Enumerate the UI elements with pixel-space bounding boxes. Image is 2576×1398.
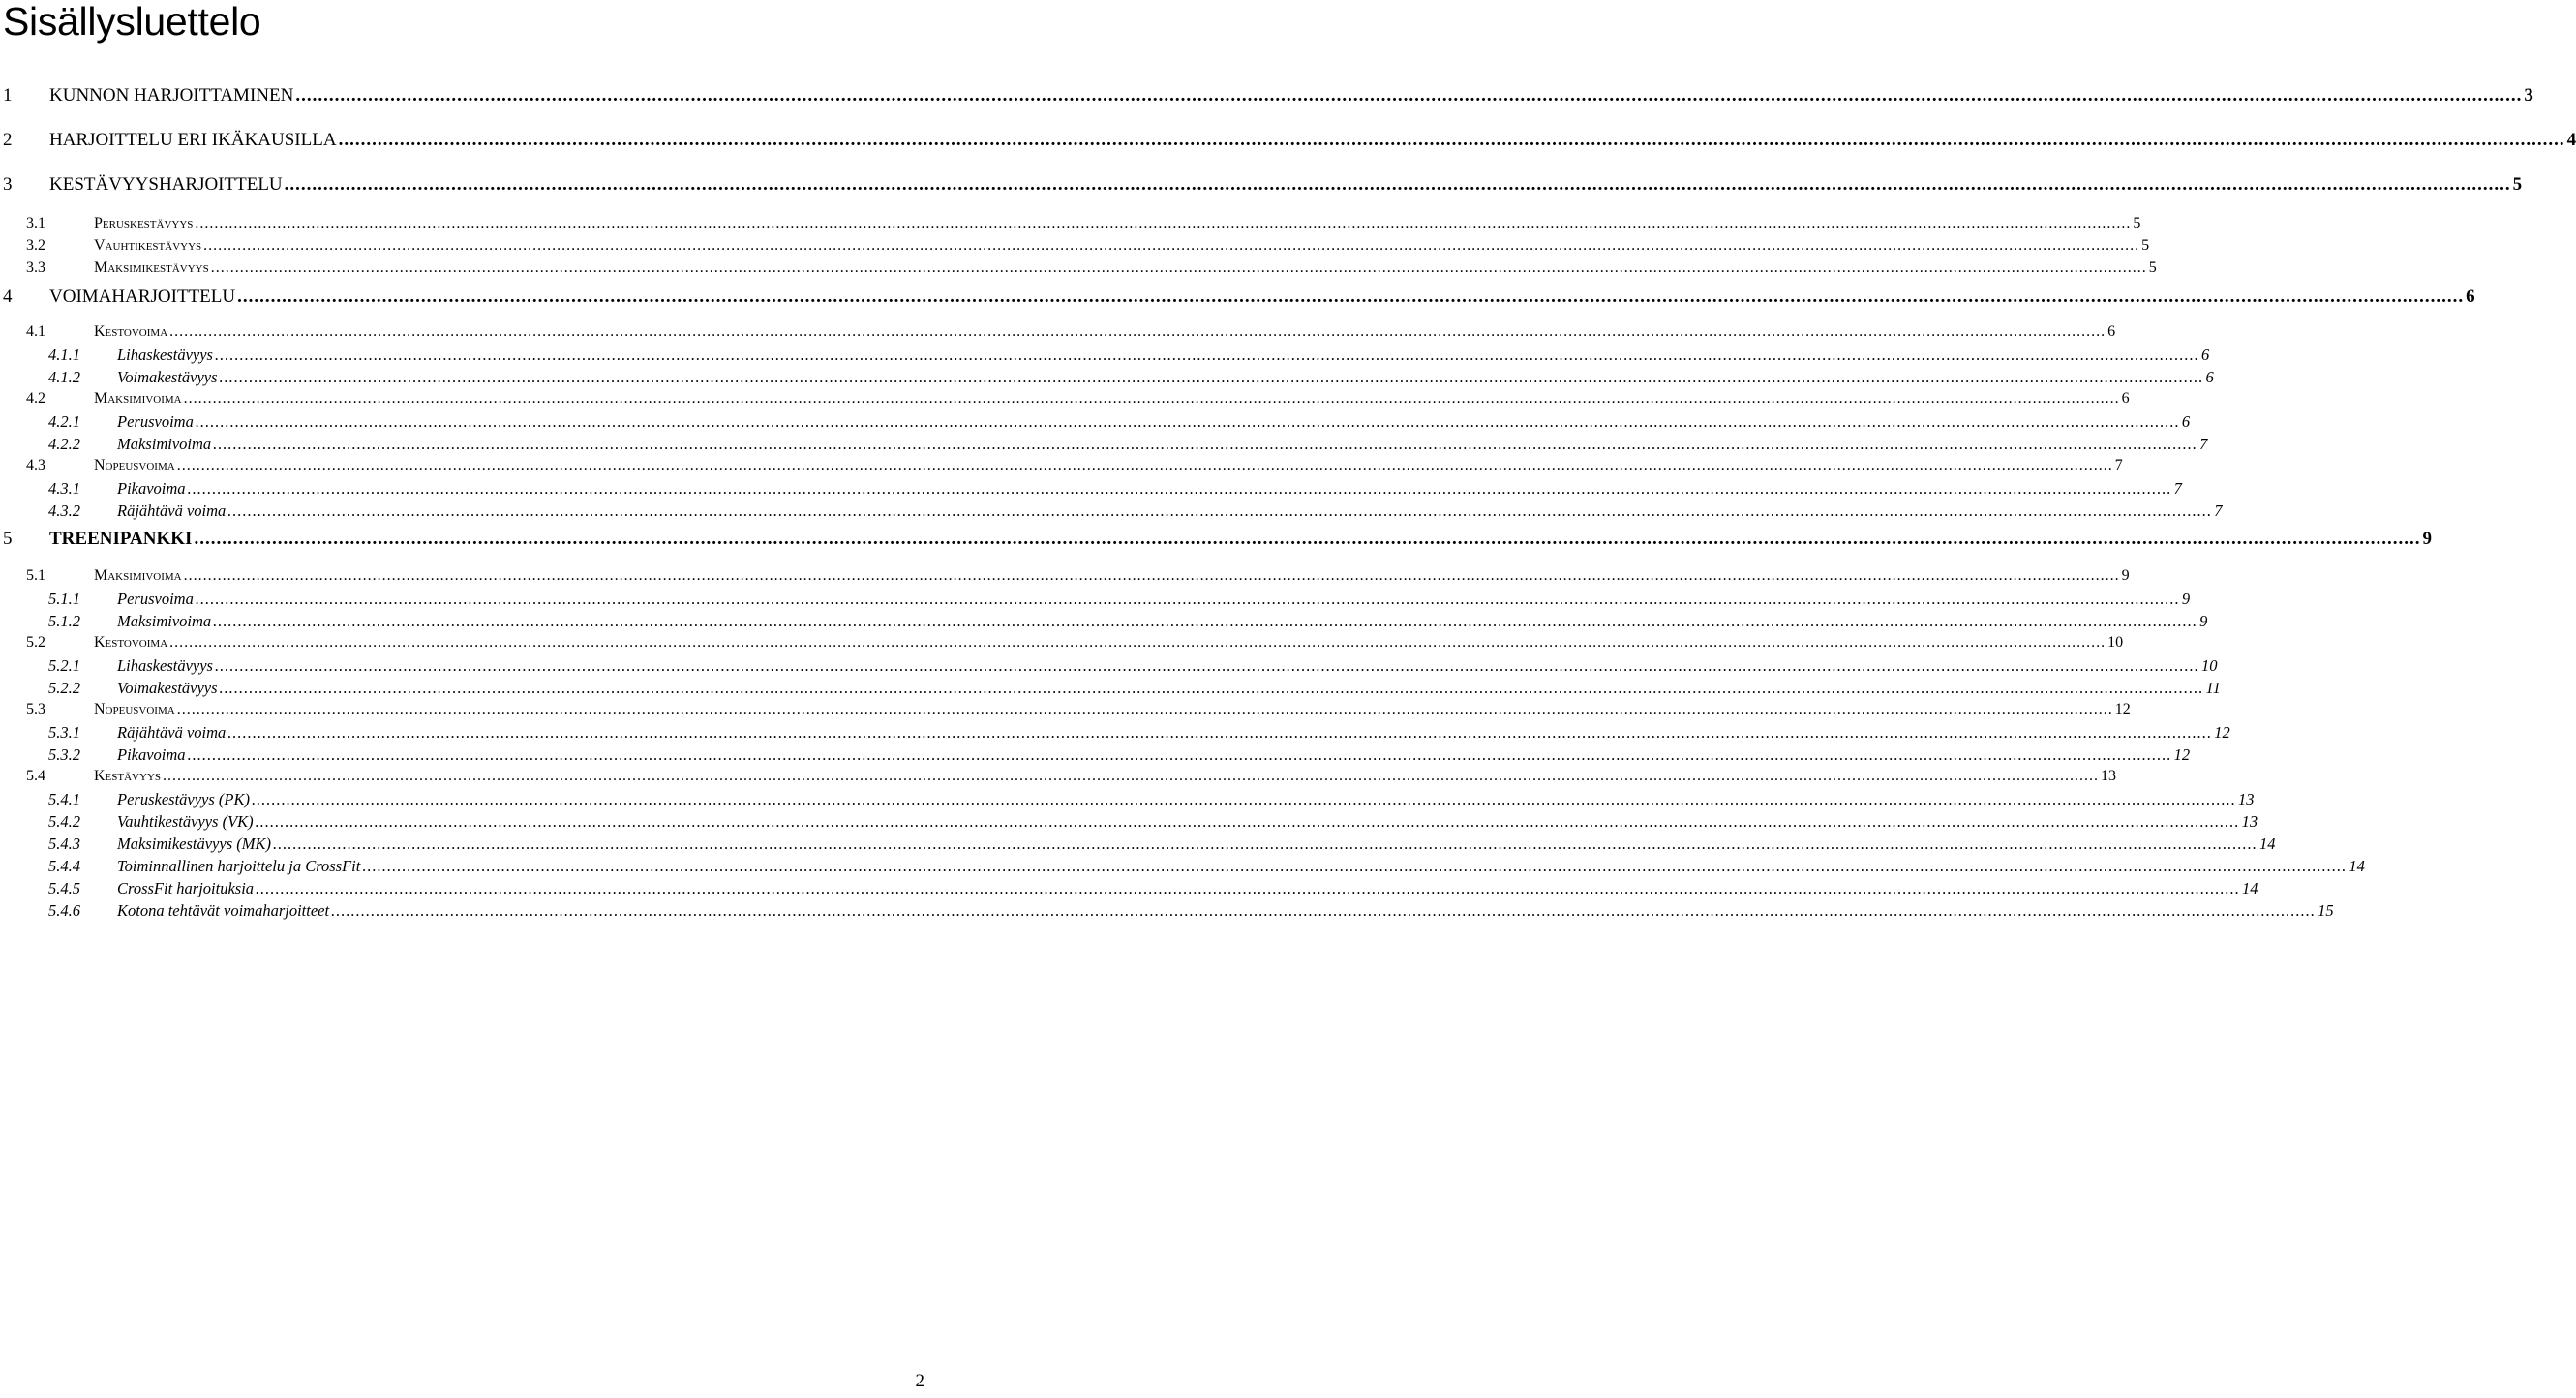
toc-entry-title: VOIMAHARJOITTELU [49, 287, 236, 307]
toc-entry-number: 5.4.5 [48, 879, 80, 897]
toc-entry[interactable] [26, 390, 2130, 408]
toc-dot-leader: ................................................................................................................................................................................................................................................................................................................................................................................................................ [214, 656, 2199, 675]
toc-entry-number: 2 [3, 130, 13, 150]
toc-dot-leader: ................................................................................................................................................................................................................................................................................................................................................................................................................ [169, 323, 2106, 340]
toc-dot-leader: ................................................................................................................................................................................................................................................................................................................................................................................................................ [255, 812, 2240, 831]
toc-entry-number: 5.2.1 [48, 656, 80, 675]
toc-entry-page: 12 [2214, 723, 2230, 742]
toc-entry-number: 3.3 [26, 259, 45, 276]
toc-dot-leader: ................................................................................................................................................................................................................................................................................................................................................................................................................ [338, 130, 2565, 150]
toc-dot-leader: ................................................................................................................................................................................................................................................................................................................................................................................................................ [213, 435, 2198, 453]
toc-entry[interactable] [3, 529, 2432, 550]
toc-entry-page: 14 [2242, 879, 2258, 897]
toc-dot-leader: ................................................................................................................................................................................................................................................................................................................................................................................................................ [362, 857, 2348, 875]
toc-entry[interactable] [3, 174, 2523, 196]
toc-dot-leader: ................................................................................................................................................................................................................................................................................................................................................................................................................ [331, 901, 2317, 920]
toc-entry-number: 5.1.1 [48, 590, 80, 608]
toc-entry-number: 5.4.6 [48, 901, 80, 920]
toc-entry-page: 9 [2199, 612, 2208, 630]
toc-entry-page: 4 [2566, 130, 2576, 150]
toc-entry-page: 10 [2200, 656, 2218, 675]
toc-entry-number: 5.1.2 [48, 612, 80, 630]
toc-entry[interactable] [26, 701, 2131, 718]
toc-entry[interactable] [48, 857, 2365, 876]
toc-entry[interactable] [48, 346, 2210, 365]
toc-entry-title: Kestovoima [94, 323, 168, 340]
toc-entry-page: 5 [2512, 174, 2523, 195]
toc-entry-title: Lihaskestävyys [117, 346, 213, 364]
toc-entry-page: 5 [2148, 259, 2157, 276]
toc-entry-number: 4.2.1 [48, 412, 80, 431]
toc-entry-number: 4.1.1 [48, 346, 80, 364]
toc-entry-title: Vauhtikestävyys (VK) [117, 812, 254, 831]
toc-dot-leader: ................................................................................................................................................................................................................................................................................................................................................................................................................ [210, 259, 2147, 276]
toc-entry[interactable] [48, 723, 2230, 743]
toc-entry-number: 5 [3, 529, 13, 549]
toc-entry[interactable] [48, 501, 2223, 521]
toc-entry-title: Perusvoima [117, 590, 194, 608]
toc-entry-page: 7 [2199, 435, 2208, 453]
toc-dot-leader: ................................................................................................................................................................................................................................................................................................................................................................................................................ [176, 701, 2113, 717]
toc-entry[interactable] [48, 656, 2218, 676]
toc-entry-title: Maksimivoima [94, 567, 182, 584]
toc-entry-page: 6 [2466, 287, 2475, 307]
toc-entry[interactable] [26, 259, 2157, 277]
toc-dot-leader: ................................................................................................................................................................................................................................................................................................................................................................................................................ [163, 768, 2100, 784]
toc-entry-page: 15 [2318, 901, 2334, 920]
toc-entry-number: 3.2 [26, 237, 45, 254]
toc-entry-title: Pikavoima [117, 745, 186, 764]
toc-entry-page: 7 [2173, 479, 2182, 498]
toc-entry-title: Maksimivoima [94, 390, 182, 407]
toc-entry[interactable] [26, 237, 2150, 255]
toc-entry-title: Maksimikestävyys (MK) [117, 835, 271, 853]
toc-dot-leader: ................................................................................................................................................................................................................................................................................................................................................................................................................ [272, 835, 2258, 853]
toc-entry-page: 6 [2200, 346, 2210, 364]
toc-entry[interactable] [48, 612, 2208, 631]
toc-entry-page: 9 [2422, 529, 2432, 549]
toc-dot-leader: ................................................................................................................................................................................................................................................................................................................................................................................................................ [183, 390, 2120, 407]
toc-entry-page: 9 [2121, 567, 2130, 584]
toc-entry[interactable] [26, 457, 2123, 474]
toc-entry[interactable] [48, 368, 2214, 387]
toc-entry[interactable] [48, 412, 2191, 432]
toc-entry[interactable] [48, 812, 2258, 832]
toc-entry-title: Pikavoima [117, 479, 186, 498]
toc-entry-number: 5.4.4 [48, 857, 80, 875]
toc-entry-number: 3.1 [26, 215, 45, 231]
toc-dot-leader: ................................................................................................................................................................................................................................................................................................................................................................................................................ [176, 457, 2113, 473]
toc-entry[interactable] [48, 590, 2191, 609]
toc-entry-title: Kotona tehtävät voimaharjoitteet [117, 901, 330, 920]
page-title: Sisällysluettelo [3, 0, 261, 44]
toc-entry-title: TREENIPANKKI [49, 529, 193, 549]
toc-entry-number: 3 [3, 174, 13, 195]
toc-entry-number: 5.2 [26, 634, 45, 651]
toc-dot-leader: ................................................................................................................................................................................................................................................................................................................................................................................................................ [284, 174, 2511, 195]
toc-dot-leader: ................................................................................................................................................................................................................................................................................................................................................................................................................ [203, 237, 2140, 254]
toc-entry[interactable] [48, 901, 2334, 921]
toc-entry-number: 5.3.2 [48, 745, 80, 764]
toc-entry-title: Toiminnallinen harjoittelu ja CrossFit [117, 857, 361, 875]
toc-entry-title: Maksimikestävyys [94, 259, 209, 276]
toc-entry-number: 5.4.2 [48, 812, 80, 831]
toc-dot-leader: ................................................................................................................................................................................................................................................................................................................................................................................................................ [169, 634, 2106, 651]
toc-dot-leader: ................................................................................................................................................................................................................................................................................................................................................................................................................ [256, 879, 2241, 897]
toc-entry-title: HARJOITTELU ERI IKÄKAUSILLA [49, 130, 337, 150]
toc-entry-title: Peruskestävyys (PK) [117, 790, 250, 808]
toc-dot-leader: ................................................................................................................................................................................................................................................................................................................................................................................................................ [183, 567, 2120, 584]
toc-entry-number: 4 [3, 287, 13, 307]
toc-dot-leader: ................................................................................................................................................................................................................................................................................................................................................................................................................ [227, 723, 2213, 742]
toc-entry-page: 7 [2214, 501, 2223, 520]
toc-entry[interactable] [26, 323, 2116, 341]
toc-entry-number: 4.3.2 [48, 501, 80, 520]
toc-entry[interactable] [48, 679, 2221, 698]
toc-dot-leader: ................................................................................................................................................................................................................................................................................................................................................................................................................ [237, 287, 2465, 307]
toc-entry-title: Räjähtävä voima [117, 723, 227, 742]
toc-entry-page: 10 [2107, 634, 2124, 651]
toc-dot-leader: ................................................................................................................................................................................................................................................................................................................................................................................................................ [194, 529, 2421, 549]
toc-entry-title: Kestovoima [94, 634, 168, 651]
toc-dot-leader: ................................................................................................................................................................................................................................................................................................................................................................................................................ [219, 679, 2204, 697]
toc-entry-page: 5 [2141, 237, 2150, 254]
toc-entry-title: Räjähtävä voima [117, 501, 227, 520]
toc-dot-leader: ................................................................................................................................................................................................................................................................................................................................................................................................................ [195, 215, 2132, 231]
toc-dot-leader: ................................................................................................................................................................................................................................................................................................................................................................................................................ [227, 501, 2213, 520]
toc-entry-number: 5.2.2 [48, 679, 80, 697]
toc-entry-page: 12 [2173, 745, 2191, 764]
toc-dot-leader: ................................................................................................................................................................................................................................................................................................................................................................................................................ [187, 745, 2172, 764]
toc-entry[interactable] [48, 879, 2258, 898]
toc-dot-leader: ................................................................................................................................................................................................................................................................................................................................................................................................................ [295, 85, 2523, 106]
toc-entry-page: 6 [2121, 390, 2130, 407]
toc-entry[interactable] [26, 634, 2124, 652]
toc-dot-leader: ................................................................................................................................................................................................................................................................................................................................................................................................................ [187, 479, 2172, 498]
toc-entry-number: 5.1 [26, 567, 45, 584]
toc-entry-number: 4.2 [26, 390, 45, 407]
toc-entry-page: 5 [2133, 215, 2141, 231]
toc-dot-leader: ................................................................................................................................................................................................................................................................................................................................................................................................................ [219, 368, 2204, 386]
toc-entry-title: Voimakestävyys [117, 679, 218, 697]
toc-entry-number: 4.1 [26, 323, 45, 340]
toc-entry-number: 4.3.1 [48, 479, 80, 498]
toc-entry-page: 3 [2524, 85, 2533, 106]
toc-entry-page: 7 [2114, 457, 2123, 473]
toc-entry-page: 14 [2258, 835, 2276, 853]
toc-entry-number: 5.4.1 [48, 790, 80, 808]
toc-entry-page: 11 [2205, 679, 2221, 697]
toc-entry-title: KESTÄVYYSHARJOITTELU [49, 174, 283, 195]
toc-entry[interactable] [48, 790, 2255, 809]
toc-entry-page: 14 [2349, 857, 2365, 875]
toc-entry[interactable] [3, 130, 2576, 151]
toc-entry[interactable] [26, 567, 2130, 585]
toc-entry-title: CrossFit harjoituksia [117, 879, 255, 897]
toc-entry-title: Maksimivoima [117, 612, 212, 630]
toc-entry-number: 4.1.2 [48, 368, 80, 386]
toc-entry-page: 6 [2205, 368, 2214, 386]
toc-entry-number: 5.4.3 [48, 835, 80, 853]
toc-entry-title: Perusvoima [117, 412, 194, 431]
toc-entry-number: 5.3 [26, 701, 45, 717]
toc-entry-number: 5.4 [26, 768, 45, 784]
toc-entry-title: Nopeusvoima [94, 457, 175, 473]
toc-entry-title: Vauhtikestävyys [94, 237, 202, 254]
toc-entry-title: Peruskestävyys [94, 215, 194, 231]
toc-entry-title: Voimakestävyys [117, 368, 218, 386]
toc-entry[interactable] [3, 287, 2475, 308]
toc-entry-number: 5.3.1 [48, 723, 80, 742]
toc-entry-title: Kestävyys [94, 768, 162, 784]
toc-entry[interactable] [48, 835, 2276, 854]
toc-dot-leader: ................................................................................................................................................................................................................................................................................................................................................................................................................ [214, 346, 2199, 364]
toc-entry[interactable] [48, 435, 2208, 454]
toc-entry-number: 4.3 [26, 457, 45, 473]
toc-entry-title: Maksimivoima [117, 435, 212, 453]
toc-entry-title: Lihaskestävyys [117, 656, 213, 675]
toc-entry-page: 6 [2107, 323, 2116, 340]
toc-entry[interactable] [26, 768, 2117, 785]
toc-entry[interactable] [26, 215, 2141, 232]
toc-entry-page: 12 [2114, 701, 2131, 717]
page-number: 2 [915, 1371, 924, 1391]
toc-entry-number: 4.2.2 [48, 435, 80, 453]
toc-entry-page: 6 [2181, 412, 2191, 431]
toc-entry[interactable] [48, 479, 2182, 499]
toc-entry[interactable] [48, 745, 2191, 765]
toc-entry-number: 1 [3, 85, 13, 106]
toc-dot-leader: ................................................................................................................................................................................................................................................................................................................................................................................................................ [195, 412, 2180, 431]
toc-dot-leader: ................................................................................................................................................................................................................................................................................................................................................................................................................ [252, 790, 2236, 808]
toc-entry-title: KUNNON HARJOITTAMINEN [49, 85, 294, 106]
toc-entry-page: 13 [2238, 790, 2255, 808]
toc-entry-page: 13 [2241, 812, 2258, 831]
toc-dot-leader: ................................................................................................................................................................................................................................................................................................................................................................................................................ [213, 612, 2198, 630]
toc-dot-leader: ................................................................................................................................................................................................................................................................................................................................................................................................................ [195, 590, 2180, 608]
toc-entry[interactable] [3, 85, 2533, 106]
toc-entry-page: 9 [2181, 590, 2191, 608]
toc-entry-title: Nopeusvoima [94, 701, 175, 717]
toc-entry-page: 13 [2101, 768, 2117, 784]
